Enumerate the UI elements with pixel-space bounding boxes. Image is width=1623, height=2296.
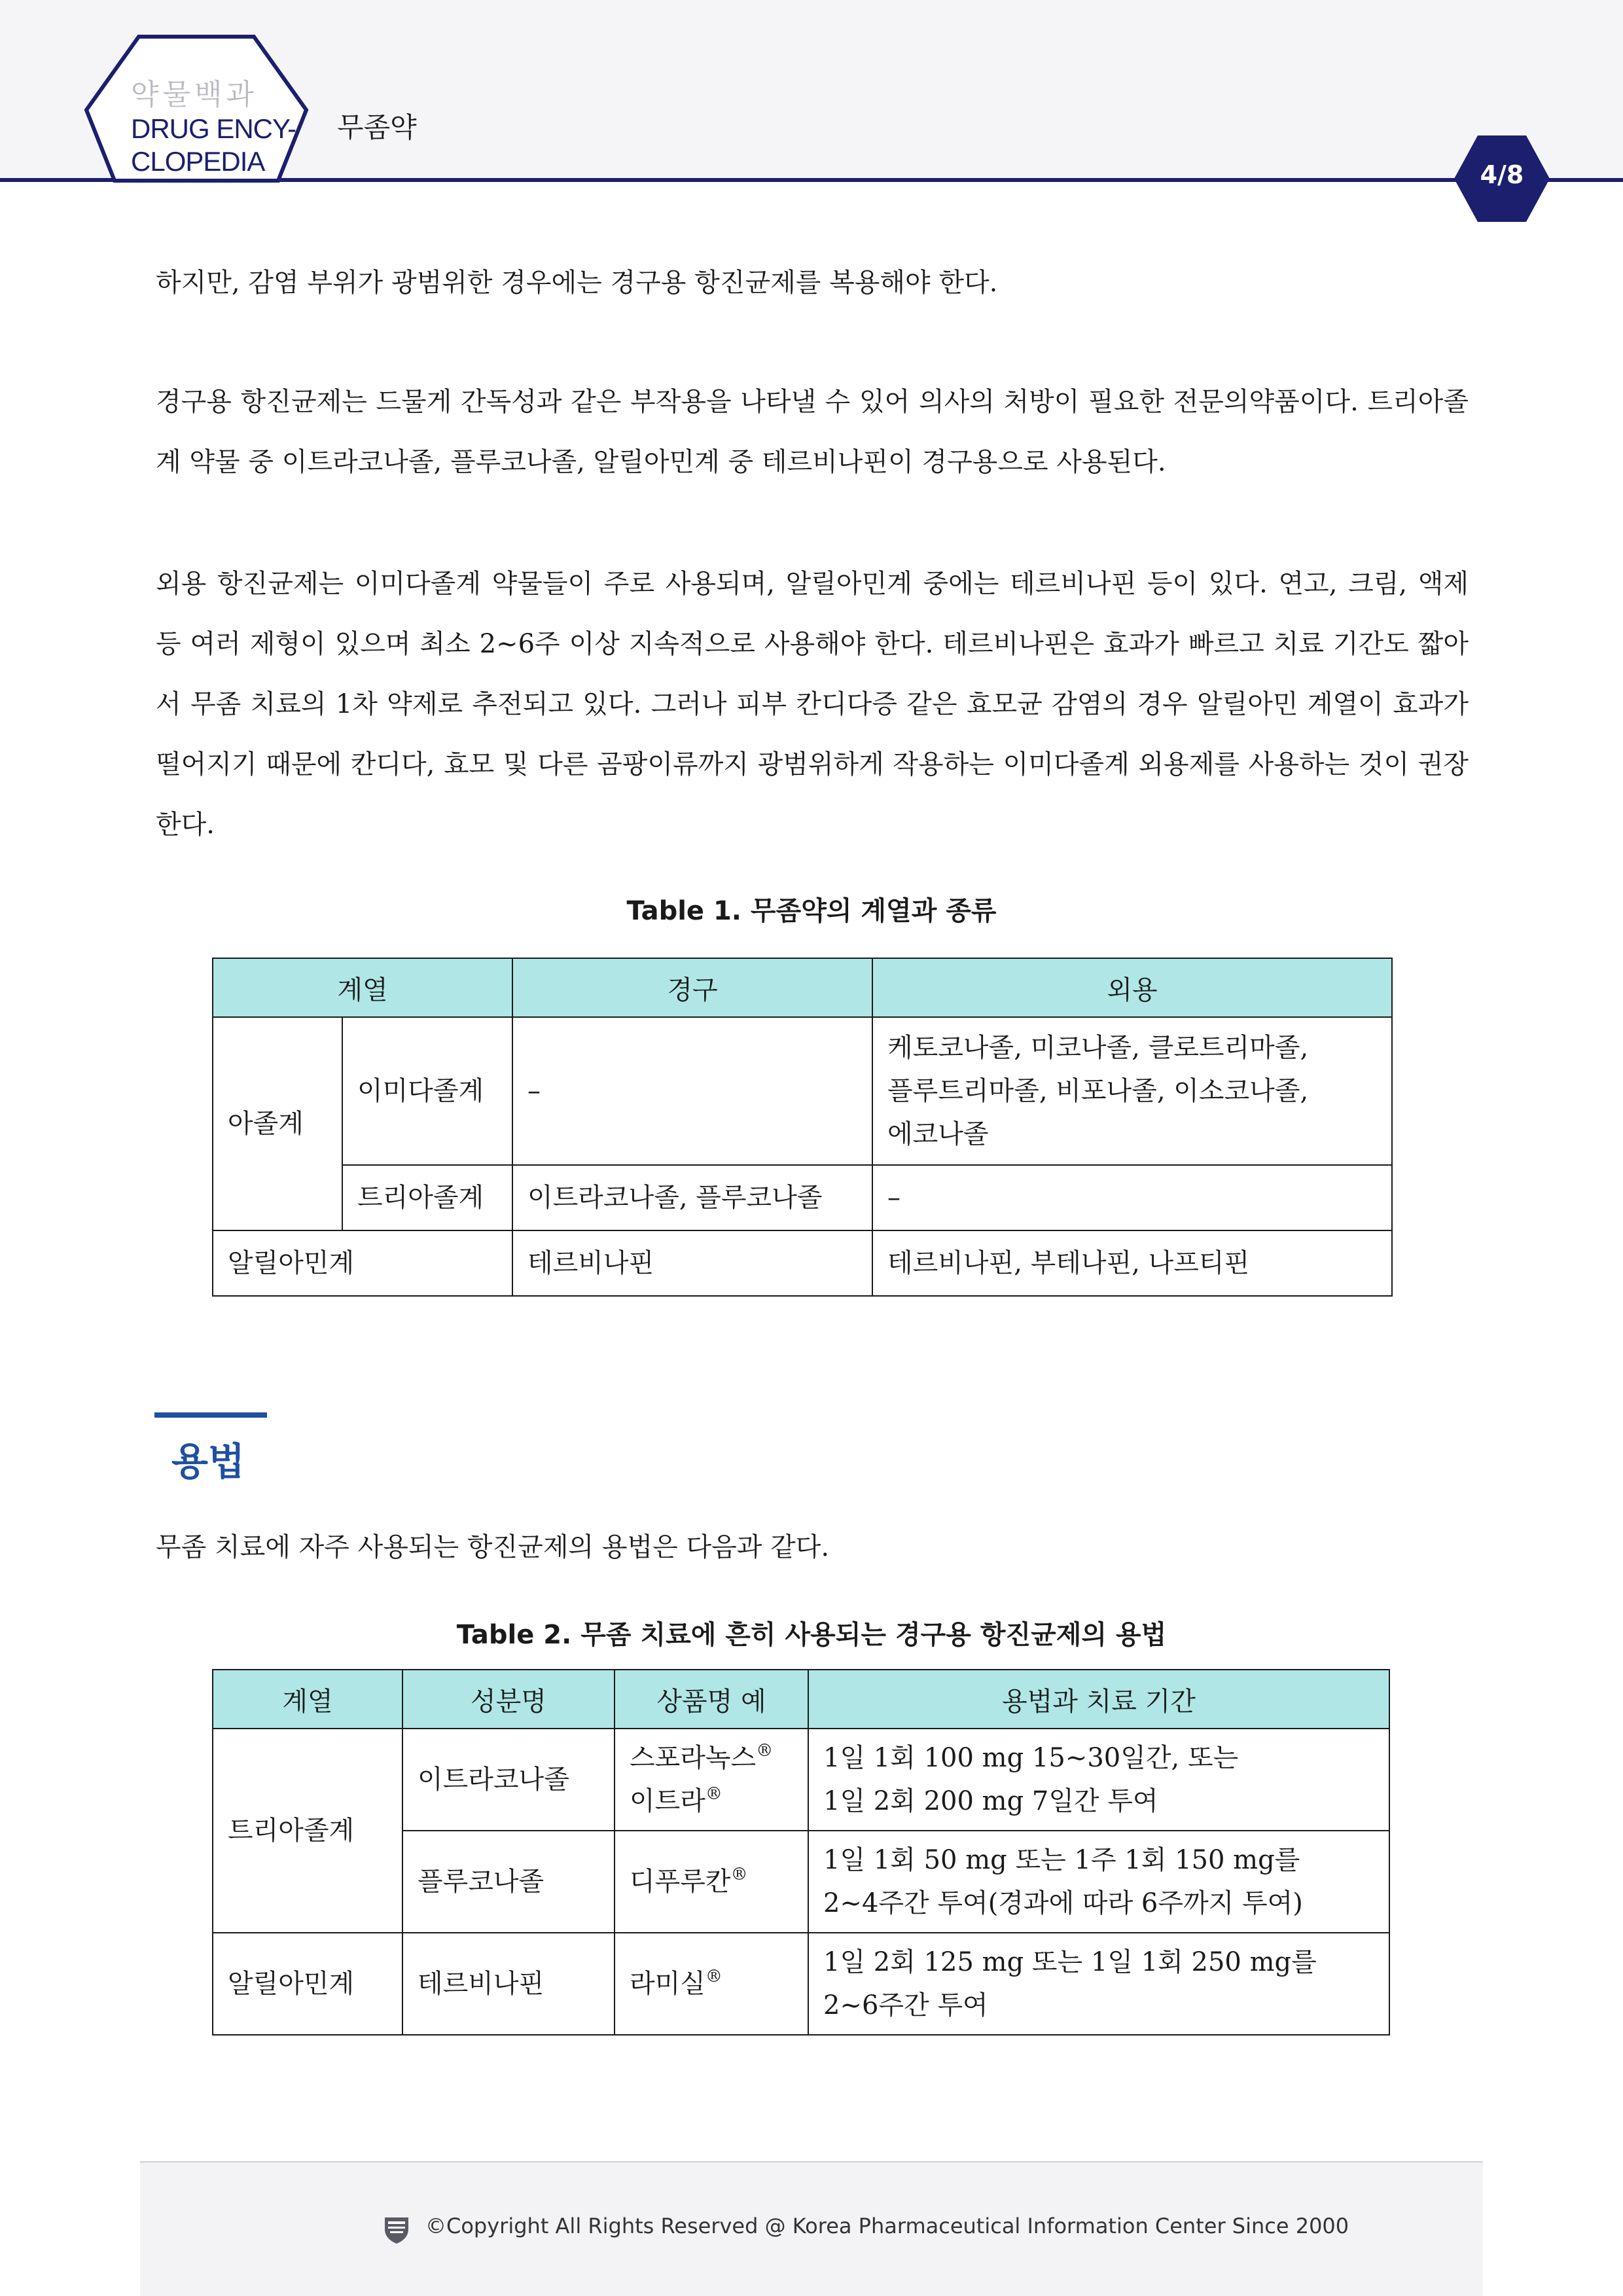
logo-english-line-1: DRUG ENCY- (131, 113, 296, 144)
table-row (213, 1017, 1392, 1165)
paragraph-1: 하지만, 감염 부위가 광범위한 경우에는 경구용 항진균제를 복용해야 한다. (156, 268, 998, 298)
brand-name: 이트라 (630, 1786, 705, 1816)
table-cell-line: 플루트리마졸, 비포나졸, 이소코나졸, (887, 1076, 1309, 1106)
table-cell: 아졸계 (213, 1017, 342, 1230)
table-cell: 이미다졸계 (342, 1017, 512, 1165)
table-cell: 알릴아민계 (213, 1933, 402, 2035)
table-1 (212, 958, 1393, 1297)
table-cell: – (512, 1017, 872, 1165)
table-cell-line: 케토코나졸, 미코나졸, 클로트리마졸, (887, 1033, 1309, 1063)
section-intro: 무좀 치료에 자주 사용되는 항진균제의 용법은 다음과 같다. (156, 1532, 830, 1562)
registered-mark: ® (730, 1865, 748, 1884)
table-header-cell: 용법과 치료 기간 (808, 1670, 1389, 1729)
table-1-caption: Table 1. 무좀약의 계열과 종류 (626, 896, 997, 926)
section-accent-bar (154, 1412, 267, 1418)
logo-english-line-2: CLOPEDIA (131, 146, 265, 177)
section-title: 용법 (171, 1439, 245, 1484)
table-header-cell: 경구 (512, 958, 872, 1017)
table-cell: 알릴아민계 (213, 1230, 512, 1296)
registered-mark: ® (705, 1967, 722, 1986)
table-cell (615, 1729, 808, 1831)
table-row (213, 1230, 1392, 1296)
table-cell-line: 2~6주간 투여 (823, 1990, 988, 2020)
table-cell (615, 1831, 808, 1933)
table-cell: 트리아졸계 (213, 1729, 402, 1933)
page-number: 4/8 (1480, 160, 1524, 189)
table-cell-line: 1일 2회 125 mg 또는 1일 1회 250 mg를 (823, 1947, 1317, 1977)
table-cell-line: 1일 1회 50 mg 또는 1주 1회 150 mg를 (823, 1845, 1300, 1875)
logo-english-text (131, 113, 301, 178)
brand-name: 라미실 (630, 1969, 705, 1999)
table-header-cell: 상품명 예 (615, 1670, 808, 1729)
table-cell-line: 에코나졸 (887, 1119, 989, 1149)
paragraph-3: 외용 항진균제는 이미다졸계 약물들이 주로 사용되며, 알릴아민계 중에는 테르비나핀 등이 있다. 연고, 크림, 액제 등 여러 제형이 있으며 최소 2~6주 이상 지속적으로 사용해야 한다. 테르비나핀은 효과가 빠르고 치료 기간도 짧아서 무좀 치료의 1차 약제로 추전되고 있다. 그러나 피부 칸디다증 같은 효모균 감염의 경우 알릴아민 계열이 효과가 떨어지기 때문에 칸디다, 효모 및 다른 곰팡이류까지 광범위하게 작용하는 이미다졸계 외용제를 사용하는 것이 권장한다. (156, 569, 1469, 840)
table-row (213, 1670, 1389, 1729)
table-header-cell: 계열 (213, 958, 512, 1017)
table-cell-line: 2~4주간 투여(경과에 따라 6주까지 투여) (823, 1888, 1303, 1918)
table-2 (212, 1669, 1390, 2036)
table-cell (615, 1933, 808, 2035)
table-row (213, 958, 1392, 1017)
logo-korean-text: 약물백과 (131, 78, 259, 111)
brand-name: 디푸루칸 (630, 1867, 731, 1897)
table-cell (808, 1933, 1389, 2035)
registered-mark: ® (705, 1784, 722, 1804)
shield-logo-icon (382, 2215, 411, 2245)
table-cell-line (630, 1780, 793, 1823)
paragraph-2: 경구용 항진균제는 드물게 간독성과 같은 부작용을 나타낼 수 있어 의사의 처방이 필요한 전문의약품이다. 트리아졸계 약물 중 이트라코나졸, 플루코나졸, 알릴아민계 중 테르비나핀이 경구용으로 사용된다. (156, 387, 1469, 477)
table-cell: 이트라코나졸, 플루코나졸 (512, 1165, 872, 1230)
page-title: 무좀약 (337, 111, 417, 143)
footer-copyright: ©Copyright All Rights Reserved @ Korea Pharmaceutical Information Center Since 2000 (425, 2214, 1349, 2238)
table-cell (808, 1729, 1389, 1831)
table-cell-line (630, 1736, 793, 1780)
table-2-caption: Table 2. 무좀 치료에 흔히 사용되는 경구용 항진균제의 용법 (456, 1620, 1167, 1650)
table-cell: 플루코나졸 (402, 1831, 615, 1933)
table-row (213, 1933, 1389, 2035)
table-cell: 이트라코나졸 (402, 1729, 615, 1831)
table-cell: 트리아졸계 (342, 1165, 512, 1230)
table-header-cell: 성분명 (402, 1670, 615, 1729)
brand-name: 스포라녹스 (630, 1743, 757, 1773)
table-cell: 테르비나핀 (402, 1933, 615, 2035)
table-header-cell: 외용 (872, 958, 1392, 1017)
table-cell: 테르비나핀, 부테나핀, 나프티핀 (872, 1230, 1392, 1296)
registered-mark: ® (756, 1741, 774, 1761)
table-cell (872, 1017, 1392, 1165)
table-cell (808, 1831, 1389, 1933)
table-row (213, 1729, 1389, 1831)
table-cell-line: 1일 2회 200 mg 7일간 투여 (823, 1786, 1158, 1816)
table-cell-line: 1일 1회 100 mg 15~30일간, 또는 (823, 1743, 1239, 1773)
table-cell: – (872, 1165, 1392, 1230)
table-row (213, 1165, 1392, 1230)
table-header-cell: 계열 (213, 1670, 402, 1729)
table-cell: 테르비나핀 (512, 1230, 872, 1296)
